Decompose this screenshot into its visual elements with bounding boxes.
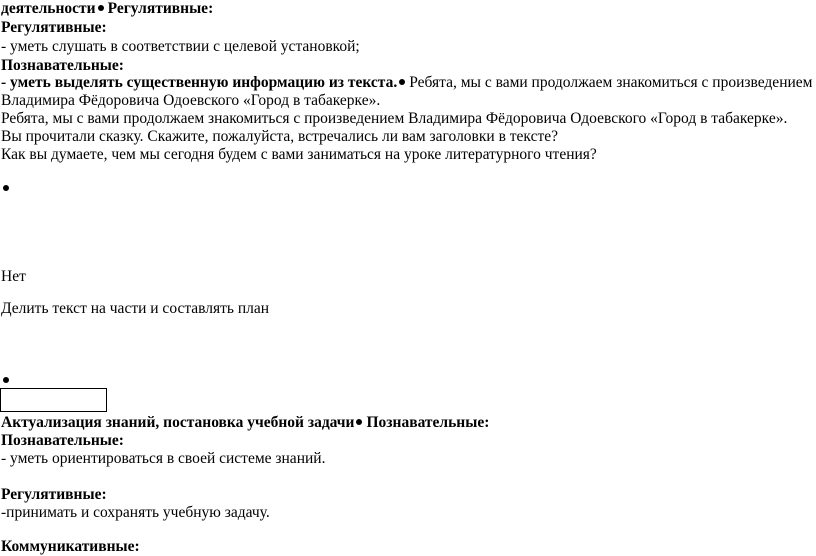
regulatory-item: - уметь слушать в соответствии с целевой установкой; <box>1 38 360 55</box>
bullet-icon <box>356 419 362 425</box>
teacher-question-1: Вы прочитали сказку. Скажите, пожалуйста, встречались ли вам заголовки в тексте? <box>1 128 558 145</box>
bullet-icon <box>98 5 104 11</box>
empty-box <box>0 388 107 412</box>
regulatory-heading-2: Регулятивные: <box>1 486 107 503</box>
stage-heading-line <box>1 414 489 432</box>
cognitive-heading-2: Познавательные: <box>1 432 124 449</box>
bullet-icon <box>399 79 405 85</box>
cognitive-inline-heading: Познавательные: <box>366 414 490 431</box>
bullet-icon <box>3 377 9 383</box>
cognitive-item-line <box>1 74 812 92</box>
regulatory-heading: Регулятивные: <box>1 19 107 36</box>
answer-plan: Делить текст на части и составлять план <box>1 300 270 317</box>
line-activity-heading <box>1 0 213 18</box>
activity-text: деятельности <box>1 0 96 17</box>
bullet-icon <box>3 185 9 191</box>
cognitive-item: - уметь выделять существенную информацию из текста. <box>1 74 398 91</box>
teacher-text-2: Владимира Фёдоровича Одоевского «Город в табакерке». <box>1 92 381 109</box>
stage-heading: Актуализация знаний, постановка учебной задачи <box>1 414 355 431</box>
cognitive-heading: Познавательные: <box>1 57 124 74</box>
regulatory-inline-heading: Регулятивные: <box>107 0 214 17</box>
teacher-text-3: Ребята, мы с вами продолжаем знакомиться с произведением Владимира Фёдоровича Одоевского «Город в табакерке». <box>1 110 788 127</box>
regulatory-item-2: -принимать и сохранять учебную задачу. <box>1 504 270 521</box>
teacher-question-2: Как вы думаете, чем мы сегодня будем с вами заниматься на уроке литературного чтения? <box>1 146 597 163</box>
communicative-heading: Коммуникативные: <box>1 538 140 555</box>
cognitive-item-2: - уметь ориентироваться в своей системе знаний. <box>1 450 326 467</box>
teacher-text-1: Ребята, мы с вами продолжаем знакомиться с произведением <box>409 74 813 91</box>
answer-no: Нет <box>1 268 26 285</box>
